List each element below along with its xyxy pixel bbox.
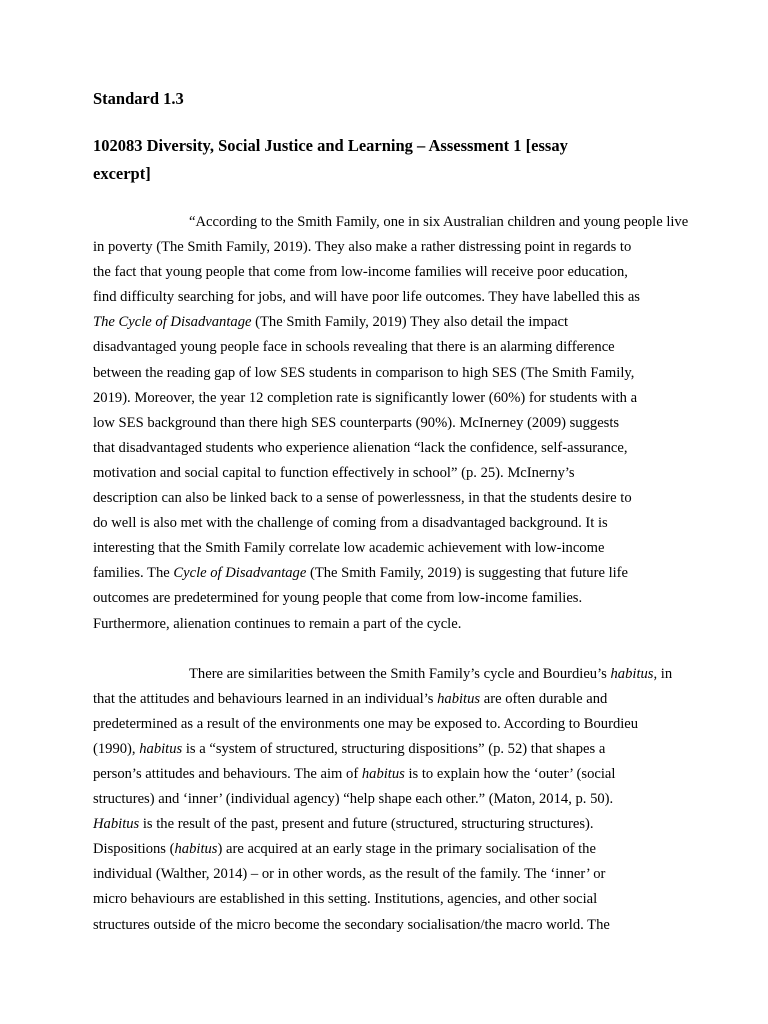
text-line [93, 536, 668, 561]
text-line [93, 737, 668, 762]
text-line [93, 812, 668, 837]
line-text: find difficulty searching for jobs, and will have poor life outcomes. They have labelled this as [93, 289, 640, 306]
italic-term: habitus [610, 665, 654, 682]
line-text: There are similarities between the Smith Family’s cycle and Bourdieu’s [189, 665, 611, 682]
paragraph-2 [93, 662, 673, 938]
line-text: (The Smith Family, 2019) is suggesting that future life [306, 565, 629, 582]
line-text: families. The [93, 565, 174, 582]
line-text: disadvantaged young people face in schools revealing that there is an alarming difference [93, 339, 615, 356]
italic-term: habitus [361, 765, 405, 782]
line-text: Dispositions ( [93, 841, 175, 858]
text-line [93, 210, 689, 235]
line-text: outcomes are predetermined for young people that come from low-income families. [93, 590, 583, 607]
line-text: Furthermore, alienation continues to remain a part of the cycle. [93, 615, 462, 632]
line-text: , in [653, 665, 673, 682]
text-line [93, 461, 668, 486]
line-text: person’s attitudes and behaviours. The aim of [93, 765, 362, 782]
assessment-title-line-2: excerpt] [93, 164, 151, 183]
text-line [93, 285, 668, 310]
italic-term: Habitus [93, 816, 140, 833]
text-line [93, 862, 668, 887]
line-text: that disadvantaged students who experience alienation “lack the confidence, self-assurance, [93, 439, 628, 456]
line-text: is a “system of structured, structuring dispositions” (p. 52) that shapes a [182, 740, 606, 757]
line-text: the fact that young people that come from low-income families will receive poor education, [93, 264, 628, 281]
text-line [93, 361, 668, 386]
text-line [93, 687, 668, 712]
line-text: between the reading gap of low SES students in comparison to high SES (The Smith Family, [93, 364, 635, 381]
line-text: ) are acquired at an early stage in the primary socialisation of the [217, 841, 596, 858]
standard-heading: Standard 1.3 [93, 89, 184, 108]
text-line [93, 887, 668, 912]
text-line [93, 662, 673, 687]
text-line [93, 762, 668, 787]
line-text: in poverty (The Smith Family, 2019). They also make a rather distressing point in regards to [93, 239, 632, 256]
text-line [93, 486, 668, 511]
paragraph-1 [93, 210, 689, 637]
text-line [93, 586, 668, 611]
text-line [93, 335, 668, 360]
text-line [93, 787, 668, 812]
line-text: structures) and ‘inner’ (individual agency) “help shape each other.” (Maton, 2014, p. 50). [93, 791, 614, 808]
line-text: low SES background than there high SES counterparts (90%). McInerney (2009) suggests [93, 414, 620, 431]
line-text: motivation and social capital to function effectively in school” (p. 25). McInerny’s [93, 464, 575, 481]
text-line [93, 712, 668, 737]
line-text: is the result of the past, present and future (structured, structuring structures). [139, 816, 594, 833]
line-text: “According to the Smith Family, one in six Australian children and young people live [189, 214, 689, 230]
line-text: 2019). Moreover, the year 12 completion rate is significantly lower (60%) for students with a [93, 389, 638, 406]
italic-term: Cycle of Disadvantage [173, 565, 307, 582]
italic-term: habitus [437, 690, 481, 707]
line-text: description can also be linked back to a sense of powerlessness, in that the students desire to [93, 490, 632, 507]
text-line [93, 913, 668, 938]
italic-term: habitus [174, 841, 218, 858]
text-line [93, 511, 668, 536]
text-line [93, 612, 668, 637]
assessment-title [93, 132, 668, 188]
text-line [93, 411, 668, 436]
line-text: individual (Walther, 2014) – or in other words, as the result of the family. The ‘inner’ or [93, 866, 606, 883]
line-text: interesting that the Smith Family correlate low academic achievement with low-income [93, 540, 605, 557]
line-text: micro behaviours are established in this setting. Institutions, agencies, and other social [93, 891, 598, 908]
text-line [93, 386, 668, 411]
text-line [93, 436, 668, 461]
line-text: predetermined as a result of the environments one may be exposed to. According to Bourdieu [93, 715, 639, 732]
text-line [93, 235, 668, 260]
line-text: structures outside of the micro become the secondary socialisation/the macro world. The [93, 916, 610, 933]
text-line [93, 837, 668, 862]
line-text: are often durable and [480, 690, 608, 707]
text-line [93, 561, 668, 586]
line-text: (The Smith Family, 2019) They also detail the impact [251, 314, 569, 331]
italic-term: The Cycle of Disadvantage [93, 314, 252, 331]
text-line [93, 260, 668, 285]
assessment-title-line-1: 102083 Diversity, Social Justice and Learning – Assessment 1 [essay [93, 136, 568, 155]
text-line [93, 310, 668, 335]
line-text: that the attitudes and behaviours learned in an individual’s [93, 690, 438, 707]
italic-term: habitus [139, 740, 183, 757]
line-text: is to explain how the ‘outer’ (social [404, 765, 616, 782]
line-text: do well is also met with the challenge of coming from a disadvantaged background. It is [93, 515, 608, 532]
line-text: (1990), [93, 740, 140, 757]
